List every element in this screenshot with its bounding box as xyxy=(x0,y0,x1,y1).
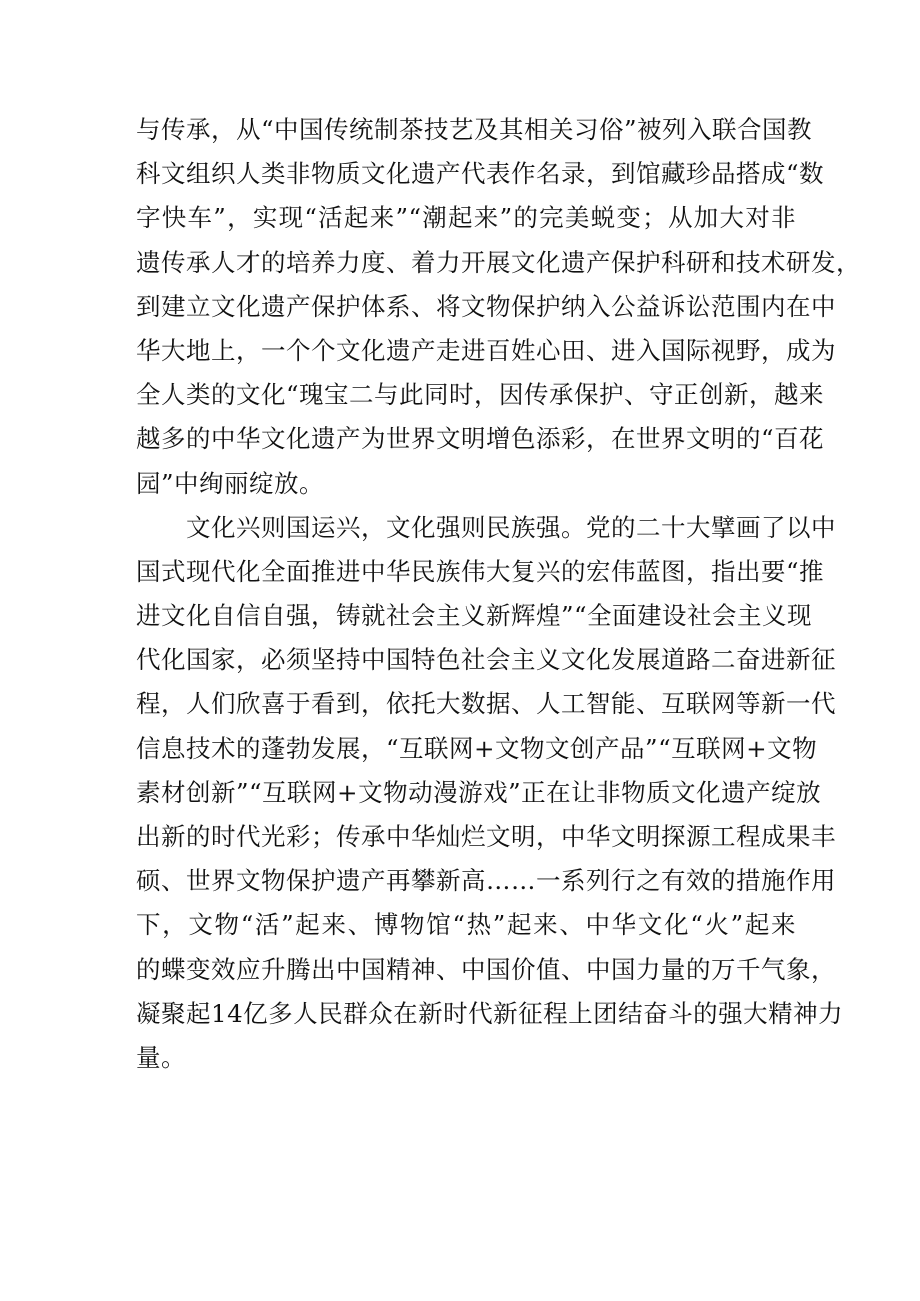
text-line: 进文化自信自强，铸就社会主义新辉煌”“全面建设社会主义现 xyxy=(136,601,813,631)
text-line: 到建立文化遗产保护体系、将文物保护纳入公益诉讼范围内在中 xyxy=(136,291,836,321)
text-line: 华大地上，一个个文化遗产走进百姓心田、进入国际视野，成为 xyxy=(136,335,836,365)
text-line: 凝聚起14亿多人民群众在新时代新征程上团结奋斗的强大精神力 xyxy=(136,998,844,1028)
text-line: 量。 xyxy=(136,1042,186,1072)
paragraph-1 xyxy=(136,108,861,506)
text-line: 与传承，从“中国传统制茶技艺及其相关习俗”被列入联合国教 xyxy=(136,115,813,144)
text-line: 的蝶变效应升腾出中国精神、中国价值、中国力量的万千气象， xyxy=(136,954,836,984)
body-text xyxy=(136,108,861,1080)
text-line: 代化国家，必须坚持中国特色社会主义文化发展道路二奋进新征 xyxy=(136,645,836,675)
text-line: 园”中绚丽绽放。 xyxy=(136,468,325,498)
text-line: 程，人们欣喜于看到，依托大数据、人工智能、互联网等新一代 xyxy=(136,689,836,719)
text-line: 字快车”，实现“活起来”“潮起来”的完美蜕变；从加大对非 xyxy=(136,203,796,233)
text-line: 国式现代化全面推进中华民族伟大复兴的宏伟蓝图，指出要“推 xyxy=(136,556,825,586)
paragraph-2 xyxy=(136,506,844,1080)
text-line: 越多的中华文化遗产为世界文明增色添彩，在世界文明的“百花 xyxy=(136,424,825,454)
text-line: 下，文物“活”起来、博物馆“热”起来、中华文化“火”起来 xyxy=(136,910,796,940)
text-line: 硕、世界文物保护遗产再攀新高……一系列行之有效的措施作用 xyxy=(136,866,836,896)
text-line: 出新的时代光彩；传承中华灿烂文明，中华文明探源工程成果丰 xyxy=(136,822,836,851)
text-line: 素材创新”“互联网+文物动漫游戏”正在让非物质文化遗产绽放 xyxy=(136,777,822,807)
text-line: 信息技术的蓬勃发展，“互联网+文物文创产品”“互联网+文物 xyxy=(136,733,818,763)
text-line: 文化兴则国运兴，文化强则民族强。党的二十大擘画了以中 xyxy=(186,512,836,542)
text-line: 全人类的文化“瑰宝二与此同时，因传承保护、守正创新，越来 xyxy=(136,380,825,410)
text-line: 科文组织人类非物质文化遗产代表作名录，到馆藏珍品搭成“数 xyxy=(136,159,825,189)
text-line: 遗传承人才的培养力度、着力开展文化遗产保护科研和技术研发， xyxy=(136,247,861,277)
